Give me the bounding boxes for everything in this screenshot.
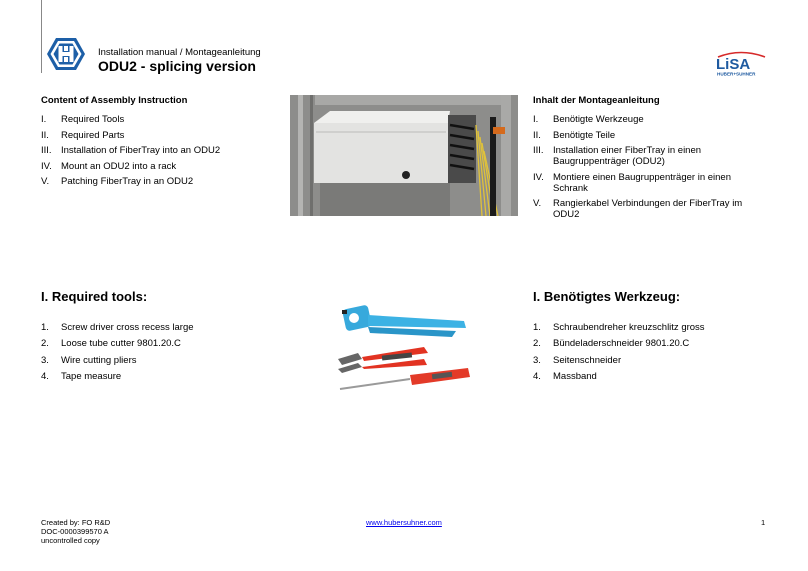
lisa-logo-icon xyxy=(713,51,770,77)
document-title: ODU2 - splicing version xyxy=(98,58,256,74)
contents-item xyxy=(41,161,271,172)
contents-list-de xyxy=(533,114,748,225)
item-text: Loose tube cutter 9801.20.C xyxy=(61,338,181,350)
contents-title-de: Inhalt der Montageanleitung xyxy=(533,95,660,106)
contents-item xyxy=(533,130,748,141)
item-number: III. xyxy=(41,145,52,156)
item-text: Required Tools xyxy=(61,114,125,125)
item-text: Benötigte Teile xyxy=(553,129,616,141)
item-text: Mount an ODU2 into a rack xyxy=(61,160,177,172)
lisa-logo-text: LiSA xyxy=(716,56,751,73)
footer-status: uncontrolled copy xyxy=(41,536,100,545)
item-number: 1. xyxy=(41,322,49,333)
item-number: 2. xyxy=(41,338,49,350)
item-text: Seitenschneider xyxy=(553,354,622,366)
page-number: 1 xyxy=(761,518,766,527)
item-number: II. xyxy=(41,129,49,141)
item-text: Patching FiberTray in an ODU2 xyxy=(61,176,194,187)
item-number: III. xyxy=(533,145,544,156)
item-number: 1. xyxy=(533,322,541,333)
footer-doc-number: DOC-0000399570 A xyxy=(41,527,109,536)
item-number: I. xyxy=(533,114,539,125)
contents-list-en xyxy=(41,114,271,192)
contents-item xyxy=(41,145,271,156)
lisa-logo-subtext: HUBER+SUHNER xyxy=(717,71,756,77)
item-text: Montiere einen Baugruppenträger in einen Schrank xyxy=(553,171,731,194)
footer-meta xyxy=(41,518,110,545)
margin-line xyxy=(41,0,42,73)
tools-photo xyxy=(332,297,475,392)
item-text: Rangierkabel Verbindungen der FiberTray im ODU2 xyxy=(553,198,743,220)
item-text: Installation of FiberTray into an ODU2 xyxy=(61,145,221,156)
odu2-rack-photo xyxy=(290,95,518,216)
tools-heading-de: I. Benötigtes Werkzeug: xyxy=(533,289,681,304)
contents-item xyxy=(41,114,271,125)
huber-suhner-logo-icon xyxy=(46,37,86,71)
item-text: Required Parts xyxy=(61,129,125,141)
item-text: Schraubendreher kreuzschlitz gross xyxy=(553,322,705,333)
item-text: Screw driver cross recess large xyxy=(61,322,194,333)
item-text: Massband xyxy=(553,370,597,382)
item-text: Benötigte Werkzeuge xyxy=(553,114,644,125)
tool-item xyxy=(533,338,763,354)
item-number: II. xyxy=(533,129,541,141)
tool-item xyxy=(533,371,763,387)
tool-item xyxy=(533,322,763,338)
item-text: Bündeladerschneider 9801.20.C xyxy=(553,338,690,350)
tool-item xyxy=(41,338,291,354)
tool-item xyxy=(41,355,291,371)
item-number: IV. xyxy=(41,160,52,172)
contents-item xyxy=(533,114,748,125)
tools-heading-en: I. Required tools: xyxy=(41,289,148,304)
item-number: 3. xyxy=(533,354,541,366)
item-number: IV. xyxy=(533,171,544,183)
item-number: I. xyxy=(41,114,47,125)
item-number: 3. xyxy=(41,354,49,366)
contents-item xyxy=(533,198,748,220)
tool-item xyxy=(41,322,291,338)
item-text: Wire cutting pliers xyxy=(61,354,137,366)
item-number: V. xyxy=(41,176,50,187)
item-number: 4. xyxy=(41,370,49,382)
contents-item xyxy=(533,172,748,194)
item-number: 2. xyxy=(533,338,541,350)
item-number: V. xyxy=(533,198,542,209)
tool-item xyxy=(41,371,291,387)
tools-list-en xyxy=(41,322,291,387)
item-text: Installation einer FiberTray in einen Baugruppenträger (ODU2) xyxy=(553,145,702,167)
item-number: 4. xyxy=(533,370,541,382)
contents-item xyxy=(41,130,271,141)
contents-title-en: Content of Assembly Instruction xyxy=(41,95,188,106)
contents-item xyxy=(41,176,271,187)
header-subtitle: Installation manual / Montageanleitung xyxy=(98,47,261,58)
tool-item xyxy=(533,355,763,371)
tools-list-de xyxy=(533,322,763,387)
footer-created-by: Created by: FO R&D xyxy=(41,518,111,527)
item-text: Tape measure xyxy=(61,370,122,382)
contents-item xyxy=(533,145,748,167)
website-link[interactable]: www.hubersuhner.com xyxy=(366,518,442,527)
